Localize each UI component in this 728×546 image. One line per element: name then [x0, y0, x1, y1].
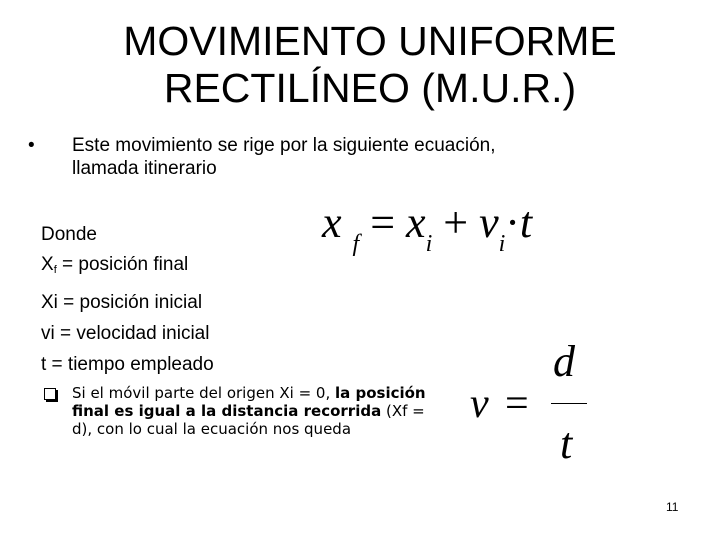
equation-itinerary — [322, 198, 532, 269]
title-line-2: RECTILÍNEO (M.U.R.) — [163, 65, 577, 111]
eq1-x: x — [322, 198, 342, 247]
eq1-v-subscript: i — [498, 231, 506, 257]
def-xf-rest: = posición final — [56, 254, 189, 275]
def-donde: Donde — [41, 224, 97, 245]
bullet-itinerary-line-1: Este movimiento se rige por la siguiente ecuación, — [72, 135, 496, 156]
page-number: 11 — [666, 500, 679, 514]
def-xf-subscript: f — [53, 264, 57, 276]
bullet-origin-bold: la posición final es igual a la distancia recorrida — [72, 384, 426, 420]
bullet-itinerary-line-2: llamada itinerario — [72, 158, 217, 179]
eq1-v: v — [479, 198, 499, 247]
eq2-v: v — [470, 381, 489, 427]
bullet-origin-part-2: (Xf = d), con lo cual la ecuación nos queda — [72, 402, 425, 438]
eq2-fraction-bar — [551, 403, 587, 404]
eq2-denominator: t — [560, 419, 573, 468]
eq1-t: t — [519, 198, 533, 247]
bullet-dot-icon: • — [28, 135, 35, 156]
def-vi: vi = velocidad inicial — [41, 323, 210, 344]
eq1-equals: = — [370, 198, 396, 247]
square-bullet-icon — [44, 388, 56, 400]
eq1-dot: · — [505, 198, 520, 247]
bullet-origin-part-1: Si el móvil parte del origen Xi = 0, — [72, 384, 335, 402]
title-line-1: MOVIMIENTO UNIFORME — [123, 18, 617, 64]
eq2-numerator: d — [553, 337, 575, 386]
def-xi: Xi = posición inicial — [41, 292, 203, 313]
eq2-equals: = — [505, 381, 529, 427]
bullet-origin-text — [72, 384, 442, 438]
eq1-x-subscript: f — [352, 231, 360, 257]
slide-title — [60, 18, 680, 112]
bullet-itinerary-text — [72, 134, 652, 180]
eq1-plus: + — [443, 198, 469, 247]
def-t: t = tiempo empleado — [41, 354, 214, 375]
def-xf-letter: X — [41, 254, 54, 275]
eq1-xi-subscript: i — [425, 231, 433, 257]
eq1-xi: x — [406, 198, 426, 247]
def-xf — [41, 254, 188, 281]
